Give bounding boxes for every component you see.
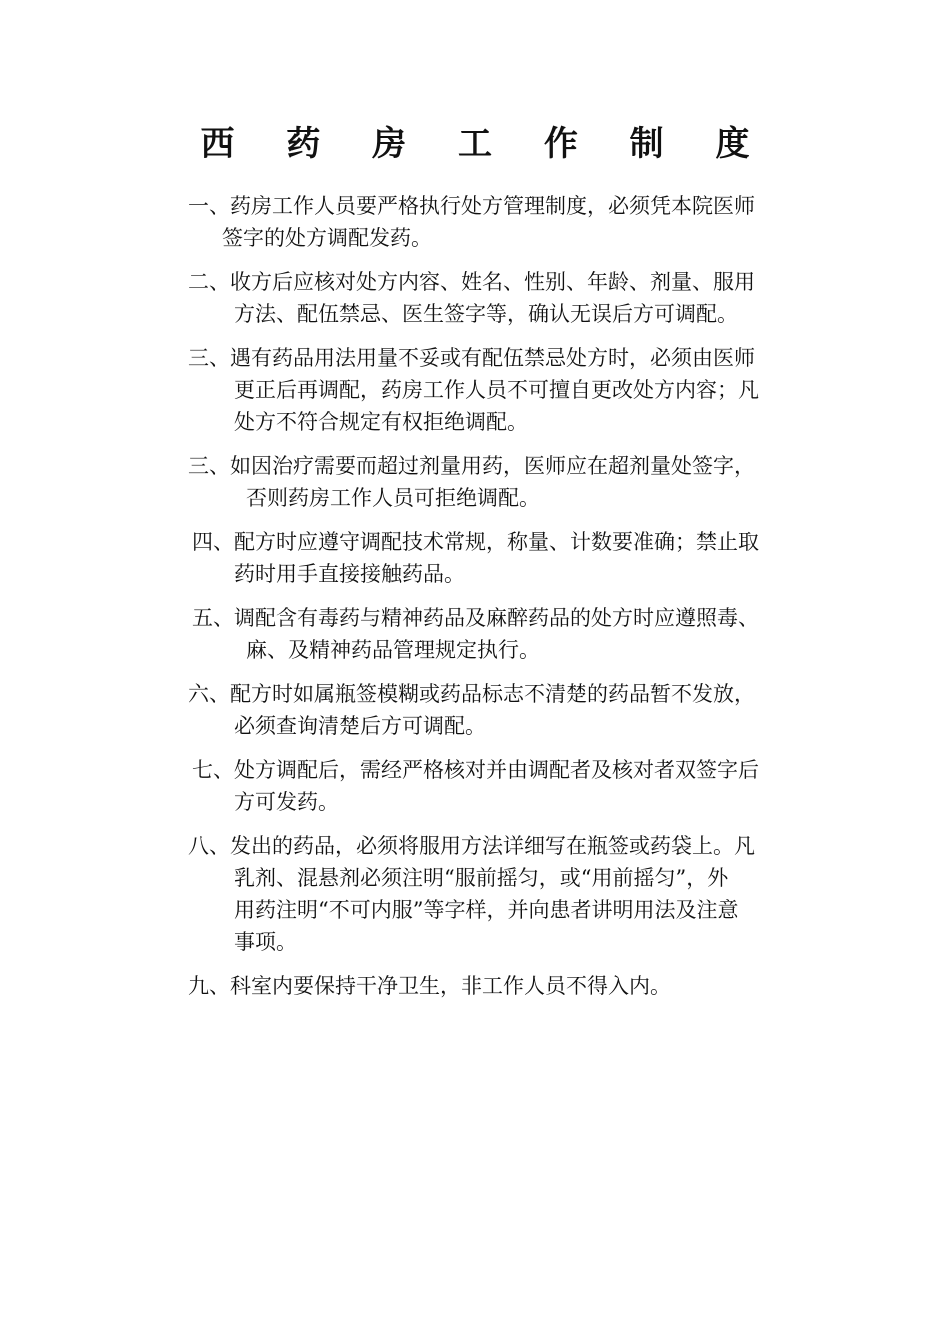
rule-line: 三、如因治疗需要而超过剂量用药，医师应在超剂量处签字， bbox=[188, 454, 755, 478]
rule-line: 否则药房工作人员可拒绝调配。 bbox=[246, 486, 540, 510]
rule-line: 四、配方时应遵守调配技术常规，称量、计数要准确；禁止取 bbox=[192, 530, 759, 554]
rule-item-4 bbox=[188, 450, 810, 514]
rule-line: 六、配方时如属瓶签模糊或药品标志不清楚的药品暂不发放， bbox=[188, 682, 755, 706]
rule-line: 乳剂、混悬剂必须注明“服前摇匀，或“用前摇匀”，外 bbox=[234, 866, 729, 890]
page-title: 西 药 房 工 作 制 度 bbox=[200, 124, 770, 164]
rule-line: 方可发药。 bbox=[234, 790, 339, 814]
rule-item-10 bbox=[188, 970, 810, 1002]
rule-item-1 bbox=[188, 190, 810, 254]
rule-line: 三、遇有药品用法用量不妥或有配伍禁忌处方时，必须由医师 bbox=[188, 346, 755, 370]
rule-item-3 bbox=[188, 342, 810, 438]
rule-item-2 bbox=[188, 266, 810, 330]
rule-item-6 bbox=[188, 602, 810, 666]
rule-line: 药时用手直接接触药品。 bbox=[234, 562, 465, 586]
rule-item-8 bbox=[188, 754, 810, 818]
rule-line: 更正后再调配，药房工作人员不可擅自更改处方内容；凡 bbox=[234, 378, 759, 402]
rule-line: 九、科室内要保持干净卫生，非工作人员不得入内。 bbox=[188, 974, 671, 998]
rule-line: 二、收方后应核对处方内容、姓名、性别、年龄、剂量、服用 bbox=[188, 270, 755, 294]
rule-line: 签字的处方调配发药。 bbox=[222, 226, 432, 250]
rule-line: 八、发出的药品，必须将服用方法详细写在瓶签或药袋上。凡 bbox=[188, 834, 755, 858]
rule-line: 七、处方调配后，需经严格核对并由调配者及核对者双签字后 bbox=[192, 758, 759, 782]
rule-line: 麻、及精神药品管理规定执行。 bbox=[246, 638, 540, 662]
rule-line: 处方不符合规定有权拒绝调配。 bbox=[234, 410, 528, 434]
rule-line: 必须查询清楚后方可调配。 bbox=[234, 714, 486, 738]
rule-line: 五、调配含有毒药与精神药品及麻醉药品的处方时应遵照毒、 bbox=[192, 606, 759, 630]
rule-line: 事项。 bbox=[234, 930, 297, 954]
rule-item-9 bbox=[188, 830, 810, 958]
rule-item-7 bbox=[188, 678, 810, 742]
rules-list bbox=[188, 190, 810, 1014]
rule-line: 一、药房工作人员要严格执行处方管理制度，必须凭本院医师 bbox=[188, 194, 755, 218]
rule-line: 方法、配伍禁忌、医生签字等，确认无误后方可调配。 bbox=[234, 302, 738, 326]
rule-line: 用药注明“不可内服”等字样，并向患者讲明用法及注意 bbox=[234, 898, 739, 922]
rule-item-5 bbox=[188, 526, 810, 590]
